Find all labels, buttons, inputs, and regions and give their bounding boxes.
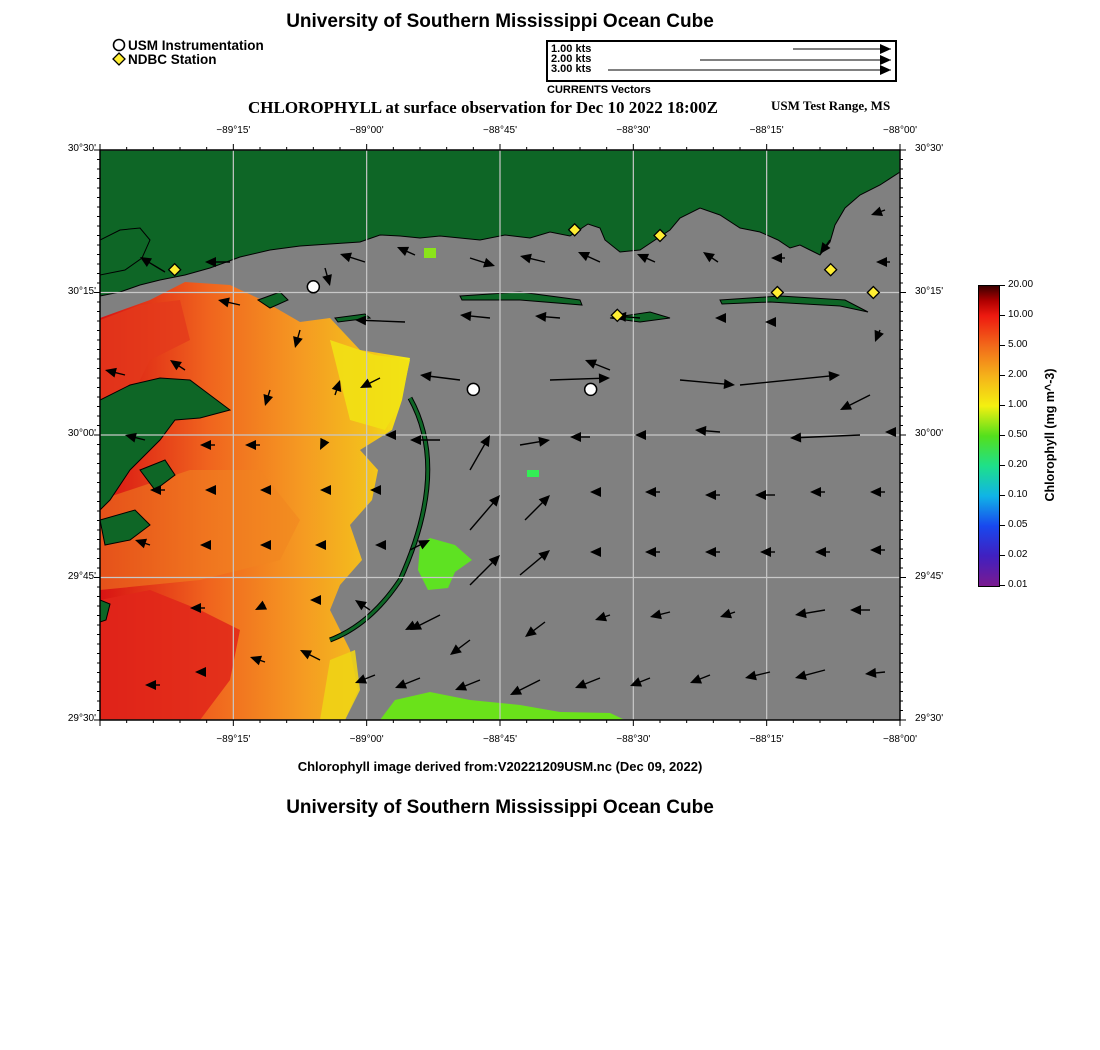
colorbar-tick-label: 5.00	[1008, 339, 1028, 350]
lon-tick-label: −88°15'	[749, 734, 784, 745]
colorbar-tick-label: 0.10	[1008, 489, 1028, 500]
usm-instrument-marker[interactable]	[467, 383, 479, 395]
colorbar-tick-label: 0.01	[1008, 579, 1028, 590]
lon-tick-label: −88°30'	[616, 125, 651, 136]
chlorophyll-green-pixel-north	[424, 248, 436, 258]
vector-scale-label-1: 1.00 kts	[551, 43, 592, 55]
lon-tick-label: −89°00'	[349, 734, 384, 745]
lat-tick-label: 30°15'	[915, 285, 944, 297]
colorbar-tick-mark	[999, 345, 1005, 346]
region-label: USM Test Range, MS	[771, 98, 891, 113]
lon-tick-label: −88°30'	[616, 734, 651, 745]
colorbar-tick-mark	[999, 585, 1005, 586]
lat-tick-label: 30°30'	[915, 143, 944, 154]
colorbar-tick-mark	[999, 405, 1005, 406]
lat-tick-label: 30°30'	[67, 143, 96, 154]
lon-tick-label: −89°00'	[349, 125, 384, 136]
lon-tick-label: −88°00'	[883, 734, 917, 745]
lon-tick-label: −89°15'	[216, 125, 251, 136]
lat-tick-label: 30°15'	[67, 285, 96, 297]
lat-tick-label: 29°45'	[915, 570, 944, 582]
map-subtitle: CHLOROPHYLL at surface observation for Dec 10 2022 18:00Z	[248, 98, 718, 117]
data-source-caption: Chlorophyll image derived from:V20221209USM.nc (Dec 09, 2022)	[297, 759, 703, 774]
colorbar-tick-mark	[999, 285, 1005, 286]
colorbar-tick-mark	[999, 315, 1005, 316]
colorbar-tick-label: 0.20	[1008, 459, 1028, 470]
colorbar-tick-mark	[999, 435, 1005, 436]
lat-tick-label: 30°00'	[915, 428, 944, 439]
vector-scale-label-3: 3.00 kts	[551, 63, 592, 75]
colorbar-tick-mark	[999, 555, 1005, 556]
lat-tick-label: 30°00'	[67, 428, 96, 439]
colorbar-tick-label: 10.00	[1008, 309, 1034, 320]
lat-tick-label: 29°30'	[67, 713, 96, 724]
colorbar-label: Chlorophyll (mg m^-3)	[1043, 368, 1057, 502]
colorbar-tick-label: 0.02	[1008, 549, 1028, 560]
lon-tick-label: −88°45'	[483, 734, 517, 745]
ndbc-legend-label: NDBC Station	[128, 51, 217, 67]
lon-tick-label: −88°45'	[483, 125, 517, 136]
lat-tick-label: 29°45'	[67, 570, 96, 582]
vector-scale-label-2: 2.00 kts	[551, 53, 592, 65]
lat-tick-label: 29°30'	[915, 713, 944, 724]
colorbar-tick-mark	[999, 525, 1005, 526]
colorbar-tick-mark	[999, 375, 1005, 376]
chlorophyll-green-pixel	[527, 470, 539, 477]
usm-instrument-marker[interactable]	[307, 281, 319, 293]
colorbar-tick-label: 0.50	[1008, 429, 1028, 440]
colorbar-tick-label: 2.00	[1008, 369, 1028, 380]
usm-legend-label: USM Instrumentation	[128, 37, 264, 53]
colorbar-tick-label: 20.00	[1008, 279, 1034, 290]
colorbar-tick-label: 1.00	[1008, 399, 1028, 410]
colorbar-tick-mark	[999, 495, 1005, 496]
lon-tick-label: −88°15'	[749, 125, 784, 136]
lon-tick-label: −88°00'	[883, 125, 917, 136]
vector-scale-caption: CURRENTS Vectors	[547, 84, 651, 96]
colorbar-tick-label: 0.05	[1008, 519, 1028, 530]
chlorophyll-colorbar	[978, 285, 1000, 587]
lon-tick-label: −89°15'	[216, 734, 251, 745]
colorbar-tick-mark	[999, 465, 1005, 466]
usm-instrument-marker[interactable]	[585, 383, 597, 395]
page-title: University of Southern Mississippi Ocean Cube	[286, 11, 714, 32]
footer-title: University of Southern Mississippi Ocean Cube	[286, 797, 714, 818]
